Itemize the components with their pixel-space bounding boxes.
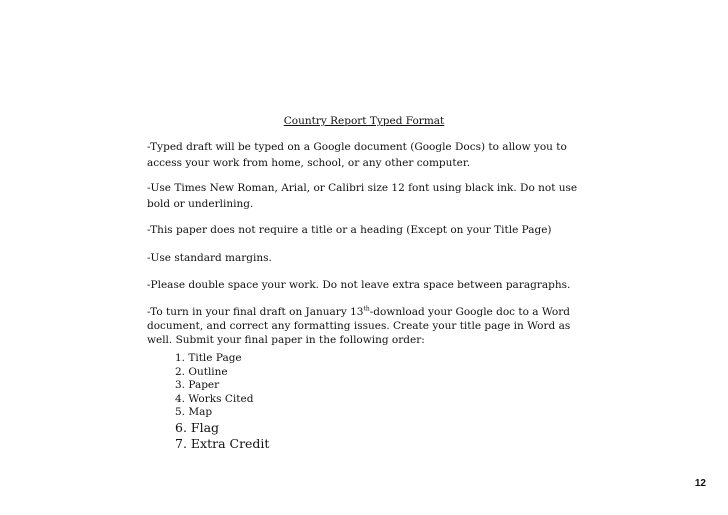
list-item: 7. Extra Credit — [175, 435, 270, 451]
list-item: 2. Outline — [175, 365, 228, 378]
list-item: 1. Title Page — [175, 352, 242, 364]
final-draft-text-start: -To turn in your final draft on January 13 — [147, 306, 364, 318]
submission-order-list — [175, 352, 269, 452]
paragraph-no-title: -This paper does not require a title or a heading (Except on your Title Page) — [147, 224, 552, 236]
paragraph-margins: -Use standard margins. — [147, 252, 272, 264]
paragraph-double-space: -Please double space your work. Do not leave extra space between paragraphs. — [147, 279, 571, 291]
list-item: 5. Map — [175, 406, 213, 418]
final-draft-text-end: -download your Google doc to a Word document, and correct any formatting issues. Create your title page in Word as well. Submit your final paper in the following order: — [147, 306, 571, 346]
paragraph-final-draft — [147, 305, 587, 347]
list-item: 3. Paper — [175, 379, 220, 391]
final-draft-superscript: th — [363, 305, 370, 313]
list-item: 4. Works Cited — [175, 392, 254, 405]
paragraph-font-rules: -Use Times New Roman, Arial, or Calibri size 12 font using black ink. Do not use bold or underlining. — [147, 182, 578, 210]
page-number: 12 — [694, 478, 706, 489]
list-item: 6. Flag — [175, 419, 220, 435]
document-title: Country Report Typed Format — [283, 115, 445, 127]
paragraph-typed-draft: -Typed draft will be typed on a Google document (Google Docs) to allow you to access your work from home, school, or any other computer. — [147, 141, 567, 169]
